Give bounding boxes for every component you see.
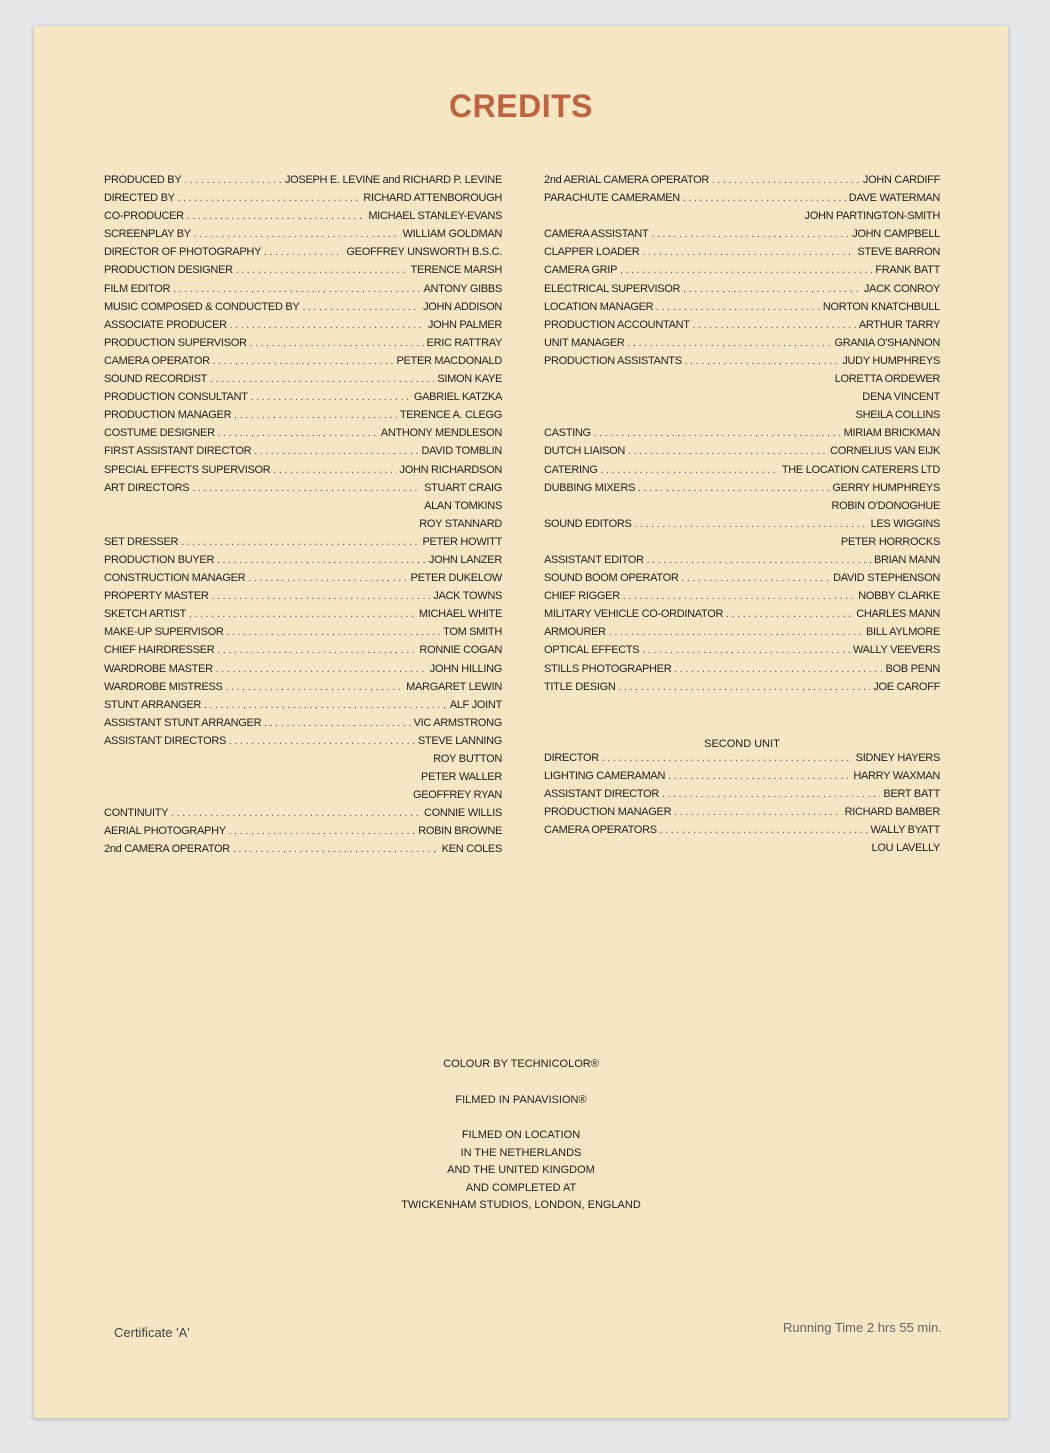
credit-role: ASSISTANT DIRECTORS [104, 734, 227, 747]
credit-row [104, 554, 502, 572]
credit-row [544, 464, 940, 482]
credit-role: DIRECTED BY [104, 192, 175, 205]
credit-row [104, 626, 502, 644]
credit-name: GABRIEL KATZKA [413, 391, 502, 404]
credit-name: MICHAEL WHITE [418, 608, 502, 621]
credit-role: PRODUCTION SUPERVISOR [104, 336, 247, 349]
credit-row [104, 427, 502, 445]
credit-row [104, 464, 502, 482]
credit-role: PRODUCTION ASSISTANTS [544, 354, 682, 367]
credit-name: KEN COLES [441, 843, 502, 856]
dot-leader [712, 175, 860, 186]
credit-row [104, 663, 502, 681]
credit-row [544, 355, 940, 373]
credit-row [104, 373, 502, 391]
credit-name: TERENCE MARSH [410, 264, 502, 277]
credit-name: GRANIA O'SHANNON [834, 336, 940, 349]
dot-leader [651, 229, 849, 240]
dot-leader [685, 356, 840, 367]
credit-row [544, 482, 940, 500]
credits-sheet [34, 26, 1008, 1418]
dot-leader [217, 645, 416, 656]
credit-row-continuation [544, 500, 940, 518]
dot-leader [264, 718, 410, 729]
credit-role: SOUND RECORDIST [104, 373, 208, 386]
credit-name: ANTHONY MENDLESON [380, 427, 502, 440]
credit-role: MUSIC COMPOSED & CONDUCTED BY [104, 300, 300, 313]
credit-role: SET DRESSER [104, 535, 179, 548]
dot-leader [194, 229, 400, 240]
dot-leader [213, 356, 394, 367]
credit-row [104, 246, 502, 264]
credit-role: 2nd AERIAL CAMERA OPERATOR [544, 174, 710, 186]
credit-name: JOHN HILLING [429, 662, 502, 675]
credit-row [104, 681, 502, 699]
credit-row-continuation [104, 500, 502, 518]
credit-role: DUBBING MIXERS [544, 481, 636, 494]
credit-role: OPTICAL EFFECTS [544, 644, 640, 657]
credit-row-continuation [544, 409, 940, 427]
credit-row-continuation [104, 771, 502, 789]
credit-name: RICHARD ATTENBOROUGH [363, 192, 502, 205]
dot-leader [181, 537, 419, 548]
credit-row [104, 735, 502, 753]
credit-row [104, 644, 502, 662]
credit-name: LORETTA ORDEWER [834, 373, 940, 386]
credit-row [544, 174, 940, 192]
credit-name: STEVE BARRON [857, 246, 940, 259]
credit-row [104, 717, 502, 735]
credit-row-continuation [544, 842, 940, 860]
credit-role: MILITARY VEHICLE CO-ORDINATOR [544, 608, 724, 621]
dot-leader [647, 555, 871, 566]
dot-leader [189, 609, 416, 620]
credit-row [544, 770, 940, 788]
dot-leader [683, 193, 846, 204]
dot-leader [674, 807, 841, 818]
dot-leader [628, 446, 827, 457]
credit-row [104, 482, 502, 500]
credit-role: PRODUCTION DESIGNER [104, 264, 233, 277]
credit-role: PRODUCTION BUYER [104, 553, 215, 566]
dot-leader [601, 465, 779, 476]
credit-role: TITLE DESIGN [544, 680, 616, 693]
dot-leader [218, 428, 378, 439]
dot-leader [642, 247, 854, 258]
credit-role: FIRST ASSISTANT DIRECTOR [104, 445, 252, 458]
credit-role: PROPERTY MASTER [104, 590, 209, 603]
dot-leader [178, 193, 361, 204]
credit-name: VIC ARMSTRONG [413, 716, 502, 729]
dot-leader [668, 771, 850, 782]
credit-name: PETER WALLER [421, 771, 502, 784]
credit-name: STEVE LANNING [417, 734, 502, 747]
credit-name: ROBIN O'DONOGHUE [831, 499, 940, 512]
credit-role: MAKE-UP SUPERVISOR [104, 626, 224, 639]
credit-name: ALF JOINT [449, 698, 502, 711]
credit-row [104, 536, 502, 554]
second-unit-heading: SECOND UNIT [704, 738, 780, 750]
credit-name: WALLY BYATT [870, 824, 940, 837]
credit-name: RONNIE COGAN [419, 644, 502, 657]
colour-credit: COLOUR BY TECHNICOLOR® [443, 1058, 599, 1070]
credit-name: RICHARD BAMBER [844, 806, 940, 819]
credit-name: ROY STANNARD [419, 517, 502, 530]
running-time: Running Time 2 hrs 55 min. [783, 1320, 942, 1335]
dot-leader [681, 573, 830, 584]
credit-row [544, 246, 940, 264]
credit-name: DAVID TOMBLIN [421, 445, 502, 458]
credit-name: GEOFFREY UNSWORTH B.S.C. [346, 246, 502, 259]
dot-leader [217, 555, 426, 566]
credit-name: JOHN RICHARDSON [399, 463, 502, 476]
dot-leader [233, 844, 439, 855]
credit-role: ASSISTANT EDITOR [544, 553, 644, 566]
credit-row [544, 626, 940, 644]
dot-leader [192, 483, 421, 494]
credit-row [104, 608, 502, 626]
credit-row [544, 518, 940, 536]
credit-role: ART DIRECTORS [104, 481, 190, 494]
credit-role: ELECTRICAL SUPERVISOR [544, 282, 681, 295]
credit-role: CAMERA ASSISTANT [544, 228, 649, 241]
credit-name: NORTON KNATCHBULL [822, 300, 940, 313]
credit-role: CAMERA OPERATOR [104, 354, 210, 367]
credit-row [544, 445, 940, 463]
credit-name: SIDNEY HAYERS [855, 752, 940, 764]
credit-role: PRODUCED BY [104, 174, 182, 186]
credit-name: ROY BUTTON [433, 753, 502, 765]
credit-role: CAMERA OPERATORS [544, 824, 657, 837]
credit-name: PETER DUKELOW [410, 572, 502, 585]
dot-leader [619, 682, 871, 693]
credit-row [544, 554, 940, 572]
credit-name: PETER HOWITT [422, 535, 502, 548]
credit-row [104, 174, 502, 192]
credit-name: ALAN TOMKINS [424, 499, 502, 512]
credit-row [104, 210, 502, 228]
credit-name: DAVID STEPHENSON [833, 572, 940, 585]
dot-leader [248, 573, 407, 584]
credit-role: PARACHUTE CAMERAMEN [544, 192, 680, 205]
dot-leader [273, 465, 396, 476]
credit-name: STUART CRAIG [424, 481, 502, 494]
credit-role: PRODUCTION MANAGER [544, 806, 672, 819]
credit-row [544, 681, 940, 699]
credit-row [104, 572, 502, 590]
credit-row [544, 337, 940, 355]
credit-row [544, 192, 940, 210]
credit-name: JACK CONROY [863, 282, 940, 295]
credit-role: CLAPPER LOADER [544, 246, 640, 259]
credit-role: DUTCH LIAISON [544, 445, 626, 458]
credit-row [104, 355, 502, 373]
credit-role: SKETCH ARTIST [104, 608, 187, 621]
dot-leader [230, 320, 425, 331]
credit-name: TERENCE A. CLEGG [399, 409, 502, 422]
dot-leader [594, 428, 841, 439]
credit-row [104, 825, 502, 843]
dot-leader [229, 736, 415, 747]
credit-row [544, 663, 940, 681]
credit-name: ARTHUR TARRY [858, 318, 940, 331]
credit-name: FRANK BATT [875, 264, 940, 277]
credit-name: DENA VINCENT [862, 391, 940, 404]
credit-role: CATERING [544, 463, 598, 476]
credit-role: STILLS PHOTOGRAPHER [544, 662, 672, 675]
credit-row [104, 228, 502, 246]
credit-name: ERIC RATTRAY [426, 336, 502, 349]
credit-row [544, 788, 940, 806]
credit-name: ROBIN BROWNE [418, 825, 502, 838]
credit-name: JACK TOWNS [433, 590, 502, 603]
credit-name: LOU LAVELLY [871, 842, 940, 855]
credit-name: TOM SMITH [443, 626, 502, 639]
dot-leader [662, 789, 880, 800]
credit-name: JOHN PARTINGTON-SMITH [804, 210, 940, 223]
dot-leader [204, 700, 447, 711]
dot-leader [609, 627, 863, 638]
credit-role: COSTUME DESIGNER [104, 427, 215, 440]
credit-row [104, 445, 502, 463]
credit-row [544, 590, 940, 608]
credit-name: PETER HORROCKS [840, 535, 940, 548]
dot-leader [184, 175, 282, 186]
dot-leader [628, 338, 832, 349]
credit-role: ARMOURER [544, 626, 606, 639]
credit-row [104, 264, 502, 282]
credit-name: NOBBY CLARKE [858, 590, 940, 603]
credit-row [544, 752, 940, 770]
credit-row-continuation [104, 753, 502, 771]
credit-role: CO-PRODUCER [104, 210, 184, 223]
credit-row [544, 806, 940, 824]
credit-row [544, 264, 940, 282]
credit-row [544, 824, 940, 842]
credit-name: GERRY HUMPHREYS [832, 481, 940, 494]
dot-leader [234, 410, 397, 421]
dot-leader [227, 627, 441, 638]
credit-row [544, 228, 940, 246]
credit-row-continuation [544, 536, 940, 554]
location-line: TWICKENHAM STUDIOS, LONDON, ENGLAND [401, 1199, 641, 1211]
right-credits-column [544, 174, 940, 699]
credit-name: MICHAEL STANLEY-EVANS [368, 210, 502, 223]
credit-role: UNIT MANAGER [544, 336, 625, 349]
credit-name: JOE CAROFF [873, 680, 940, 693]
credit-row [104, 409, 502, 427]
credit-name: JOHN PALMER [427, 318, 502, 331]
credit-row [104, 843, 502, 861]
credit-row [544, 427, 940, 445]
credit-name: SIMON KAYE [437, 373, 502, 386]
credit-name: BERT BATT [883, 788, 940, 801]
credit-name: MIRIAM BRICKMAN [843, 427, 940, 440]
credit-name: THE LOCATION CATERERS LTD [781, 463, 940, 476]
left-credits-column [104, 174, 502, 862]
dot-leader [264, 247, 343, 258]
credit-row [104, 337, 502, 355]
dot-leader [674, 664, 882, 675]
dot-leader [683, 284, 861, 295]
credit-row [104, 319, 502, 337]
credit-row [544, 644, 940, 662]
credit-name: BILL AYLMORE [865, 626, 940, 639]
credit-row [104, 192, 502, 210]
dot-leader [302, 302, 420, 313]
credit-role: CASTING [544, 427, 591, 440]
credit-name: MARGARET LEWIN [406, 680, 502, 693]
credit-name: JOHN CAMPBELL [852, 228, 940, 241]
credit-name: WILLIAM GOLDMAN [402, 228, 502, 241]
credit-name: WALLY VEEVERS [853, 644, 940, 657]
credit-role: PRODUCTION ACCOUNTANT [544, 318, 690, 331]
credit-name: JOSEPH E. LEVINE and RICHARD P. LEVINE [284, 174, 502, 186]
credit-row [544, 319, 940, 337]
credit-name: GEOFFREY RYAN [412, 789, 502, 802]
dot-leader [250, 338, 424, 349]
credit-row-continuation [104, 789, 502, 807]
credit-name: JOHN LANZER [428, 553, 502, 566]
dot-leader [251, 392, 411, 403]
credit-row [544, 572, 940, 590]
credit-role: CAMERA GRIP [544, 264, 618, 277]
credit-name: JUDY HUMPHREYS [842, 354, 940, 367]
credit-role: CHIEF RIGGER [544, 590, 620, 603]
dot-leader [638, 483, 829, 494]
dot-leader [236, 265, 408, 276]
credit-row [104, 283, 502, 301]
dot-leader [171, 808, 421, 819]
certificate-rating: Certificate 'A' [114, 1325, 190, 1340]
location-line: AND THE UNITED KINGDOM [447, 1164, 595, 1176]
credit-row [104, 807, 502, 825]
credit-name: LES WIGGINS [870, 517, 940, 530]
dot-leader [620, 265, 872, 276]
credit-role: SOUND BOOM OPERATOR [544, 572, 679, 585]
dot-leader [229, 826, 415, 837]
credit-role: DIRECTOR OF PHOTOGRAPHY [104, 246, 262, 259]
credit-name: BOB PENN [885, 662, 940, 675]
credit-role: 2nd CAMERA OPERATOR [104, 843, 230, 856]
credit-row [104, 391, 502, 409]
credit-role: AERIAL PHOTOGRAPHY [104, 825, 226, 838]
dot-leader [210, 374, 434, 385]
dot-leader [726, 609, 853, 620]
dot-leader [693, 320, 856, 331]
dot-leader [173, 284, 420, 295]
credit-name: JOHN CARDIFF [862, 174, 940, 186]
location-line: FILMED ON LOCATION [461, 1129, 581, 1141]
credit-role: PRODUCTION MANAGER [104, 409, 232, 422]
dot-leader [623, 591, 855, 602]
credit-row-continuation [544, 210, 940, 228]
credit-role: FILM EDITOR [104, 282, 171, 295]
credit-role: PRODUCTION CONSULTANT [104, 391, 248, 404]
second-unit-column [544, 752, 940, 861]
dot-leader [187, 211, 366, 222]
credit-row [544, 301, 940, 319]
credit-role: DIRECTOR [544, 752, 599, 764]
location-credit [34, 1127, 1008, 1215]
credit-role: CONSTRUCTION MANAGER [104, 572, 246, 585]
dot-leader [602, 753, 853, 764]
credit-row [104, 590, 502, 608]
credit-role: WARDROBE MASTER [104, 662, 213, 675]
credit-role: WARDROBE MISTRESS [104, 680, 223, 693]
dot-leader [656, 302, 820, 313]
credit-role: ASSISTANT DIRECTOR [544, 788, 660, 801]
credit-row [544, 283, 940, 301]
credit-name: PETER MACDONALD [396, 354, 502, 367]
location-line: AND COMPLETED AT [465, 1181, 577, 1194]
credit-role: CONTINUITY [104, 807, 169, 820]
credit-name: CORNELIUS VAN EIJK [830, 445, 940, 458]
credit-role: STUNT ARRANGER [104, 698, 202, 711]
credit-role: CHIEF HAIRDRESSER [104, 644, 215, 657]
format-credit: FILMED IN PANAVISION® [455, 1093, 587, 1106]
credit-role: ASSOCIATE PRODUCER [104, 318, 227, 331]
dot-leader [216, 664, 427, 675]
dot-leader [642, 645, 850, 656]
dot-leader [254, 446, 418, 457]
credit-role: SCREENPLAY BY [104, 228, 191, 241]
dot-leader [635, 519, 868, 530]
credit-name: DAVE WATERMAN [848, 192, 940, 205]
credit-role: SPECIAL EFFECTS SUPERVISOR [104, 463, 271, 476]
credit-role: LOCATION MANAGER [544, 300, 654, 313]
technical-credits [34, 1056, 1008, 1215]
credit-role: LIGHTING CAMERAMAN [544, 770, 666, 783]
dot-leader [212, 591, 431, 602]
dot-leader [226, 682, 404, 693]
location-line: IN THE NETHERLANDS [460, 1146, 582, 1159]
credit-name: JOHN ADDISON [423, 300, 502, 313]
credit-row [104, 301, 502, 319]
credit-role: ASSISTANT STUNT ARRANGER [104, 716, 262, 729]
credit-row-continuation [104, 518, 502, 536]
credit-row [104, 699, 502, 717]
credit-row-continuation [544, 391, 940, 409]
page-title: CREDITS [449, 88, 593, 124]
dot-leader [660, 825, 868, 836]
credit-name: BRIAN MANN [873, 553, 940, 566]
credit-name: ANTONY GIBBS [423, 282, 502, 295]
credit-name: SHEILA COLLINS [855, 409, 940, 422]
credit-name: CHARLES MANN [856, 608, 940, 621]
credit-name: CONNIE WILLIS [423, 807, 502, 820]
credit-name: HARRY WAXMAN [853, 770, 940, 783]
credit-role: SOUND EDITORS [544, 517, 632, 530]
credit-row [544, 608, 940, 626]
credit-row-continuation [544, 373, 940, 391]
